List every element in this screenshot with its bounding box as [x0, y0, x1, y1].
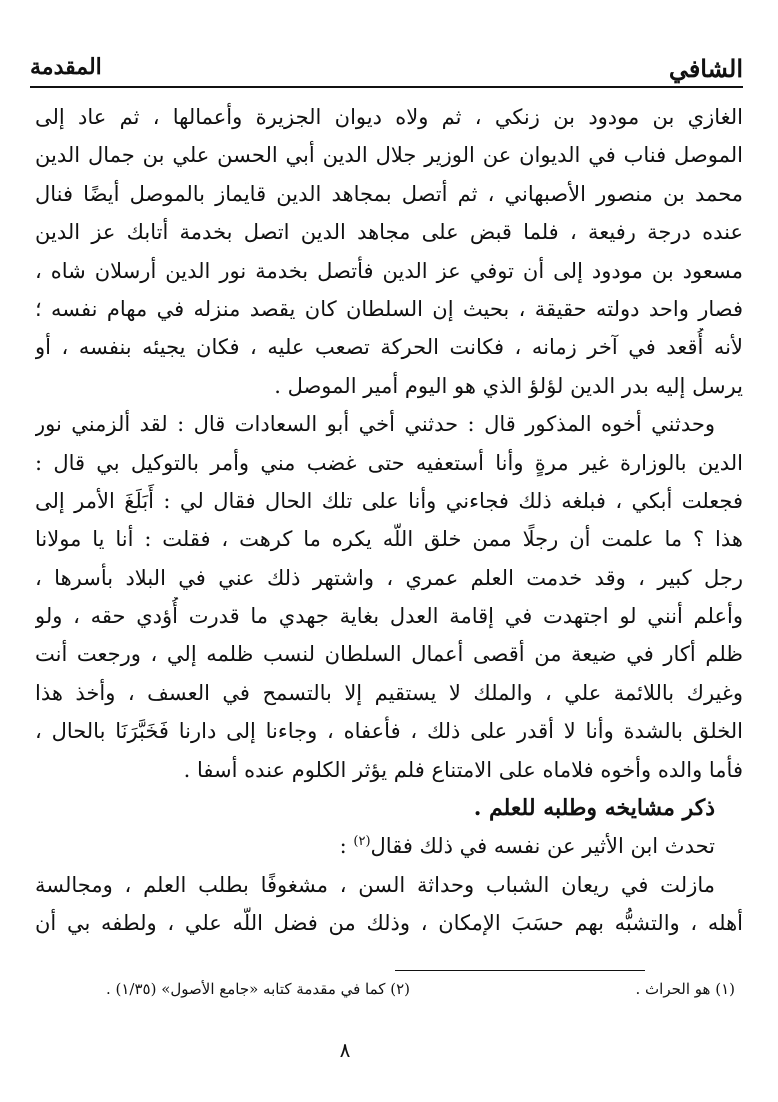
text-line: فأما والده وأخوه فلاماه على الامتناع فلم يؤثر الكلوم عنده أسفا . — [183, 757, 743, 782]
text-line: هذا ؟ ما علمت أن رجلًا ممن خلق اللّه يكره ما كرهت ، فقلت : أنا يا مولانا — [35, 527, 743, 552]
chapter-heading: ذكر مشايخه وطلبه للعلم . — [473, 795, 715, 822]
page-number: ٨ — [339, 1038, 351, 1062]
text-line: وغيرك باللائمة علي ، والملك لا يستقيم إلا بالتسمح في العسف ، وأخذ هذا — [35, 680, 743, 705]
text-line: عنده درجة رفيعة ، فلما قبض على مجاهد الدين اتصل بخدمة أتابك عز الدين — [35, 220, 743, 245]
text-line: الدين بالوزارة غير مرةٍ وأنا أستعفيه حتى غضب مني وأمر بالتوكيل بي قال : — [35, 450, 743, 475]
text-segment: : — [339, 834, 354, 859]
text-line: مسعود بن مودود إلى أن توفي عز الدين فأتصل بخدمة نور الدين أرسلان شاه ، — [35, 258, 743, 283]
text-line: يرسل إليه بدر الدين لؤلؤ الذي هو اليوم أمير الموصل . — [274, 373, 743, 398]
body-text — [35, 98, 743, 943]
page-header — [30, 48, 743, 84]
text-line: فصار واحد دولته حقيقة ، بحيث إن السلطان كان يقصد منزله في مهام نفسه ؛ — [35, 296, 743, 321]
text-line — [35, 827, 743, 865]
footnote-1: (١) هو الحراث . — [635, 980, 735, 998]
text-line: الخلق بالشدة وأنا لا أقدر على ذلك ، فأعفاه ، وجاءنا إلى دارنا فَخَبَّرَنَا بالحال ، — [35, 719, 743, 744]
text-line: ظلم أكار في ضيعة من أقصى أعمال السلطان لنسب ظلمه إلي ، ورجعت أنت — [35, 642, 743, 667]
text-line: وأعلم أنني لو اجتهدت في إقامة العدل بغاية جهدي ما قدرت أُؤدي حقه ، ولو — [35, 604, 743, 629]
footnote-rule — [395, 970, 645, 971]
text-line: أهله ، والتشبُّه بهم حسَبَ الإمكان ، وذلك من فضل اللّه علي ، ولطفه بي أن — [35, 911, 743, 936]
text-line: لأنه أُقعد في آخر زمانه ، فكانت الحركة تصعب عليه ، فكان يجيئه بنفسه ، أو — [35, 335, 743, 360]
header-rule — [30, 86, 743, 88]
running-title: الشافي — [668, 54, 743, 83]
footnotes — [35, 980, 735, 1004]
section-title: المقدمة — [30, 54, 102, 80]
text-line: وحدثني أخوه المذكور قال : حدثني أخي أبو السعادات قال : لقد ألزمني نور — [35, 412, 715, 437]
footnote-marker: (٢) — [353, 834, 371, 850]
text-line: الغازي بن مودود بن زنكي ، ثم ولاه ديوان الجزيرة وأعمالها ، ثم عاد إلى — [35, 105, 743, 129]
text-line: الموصل فناب في الديوان عن الوزير جلال الدين أبي الحسن علي بن جمال الدين — [35, 143, 743, 168]
footnote-2: (٢) كما في مقدمة كتابه «جامع الأصول» (١/٣٥) . — [105, 980, 410, 998]
text-line: رجل كبير ، وقد خدمت العلم عمري ، واشتهر ذلك عني في البلاد بأسرها ، — [35, 565, 743, 590]
text-segment: تحدث ابن الأثير عن نفسه في ذلك فقال — [370, 834, 715, 859]
text-line: فجعلت أبكي ، فبلغه ذلك فجاءني وأنا على تلك الحال فقال لي : أَبَلَغَ الأمر إلى — [35, 488, 743, 513]
text-line: محمد بن منصور الأصبهاني ، ثم أتصل بمجاهد الدين قايماز بالموصل أيضًا فنال — [35, 181, 743, 206]
text-line: مازلت في ريعان الشباب وحداثة السن ، مشغوفًا بطلب العلم ، ومجالسة — [35, 872, 715, 897]
